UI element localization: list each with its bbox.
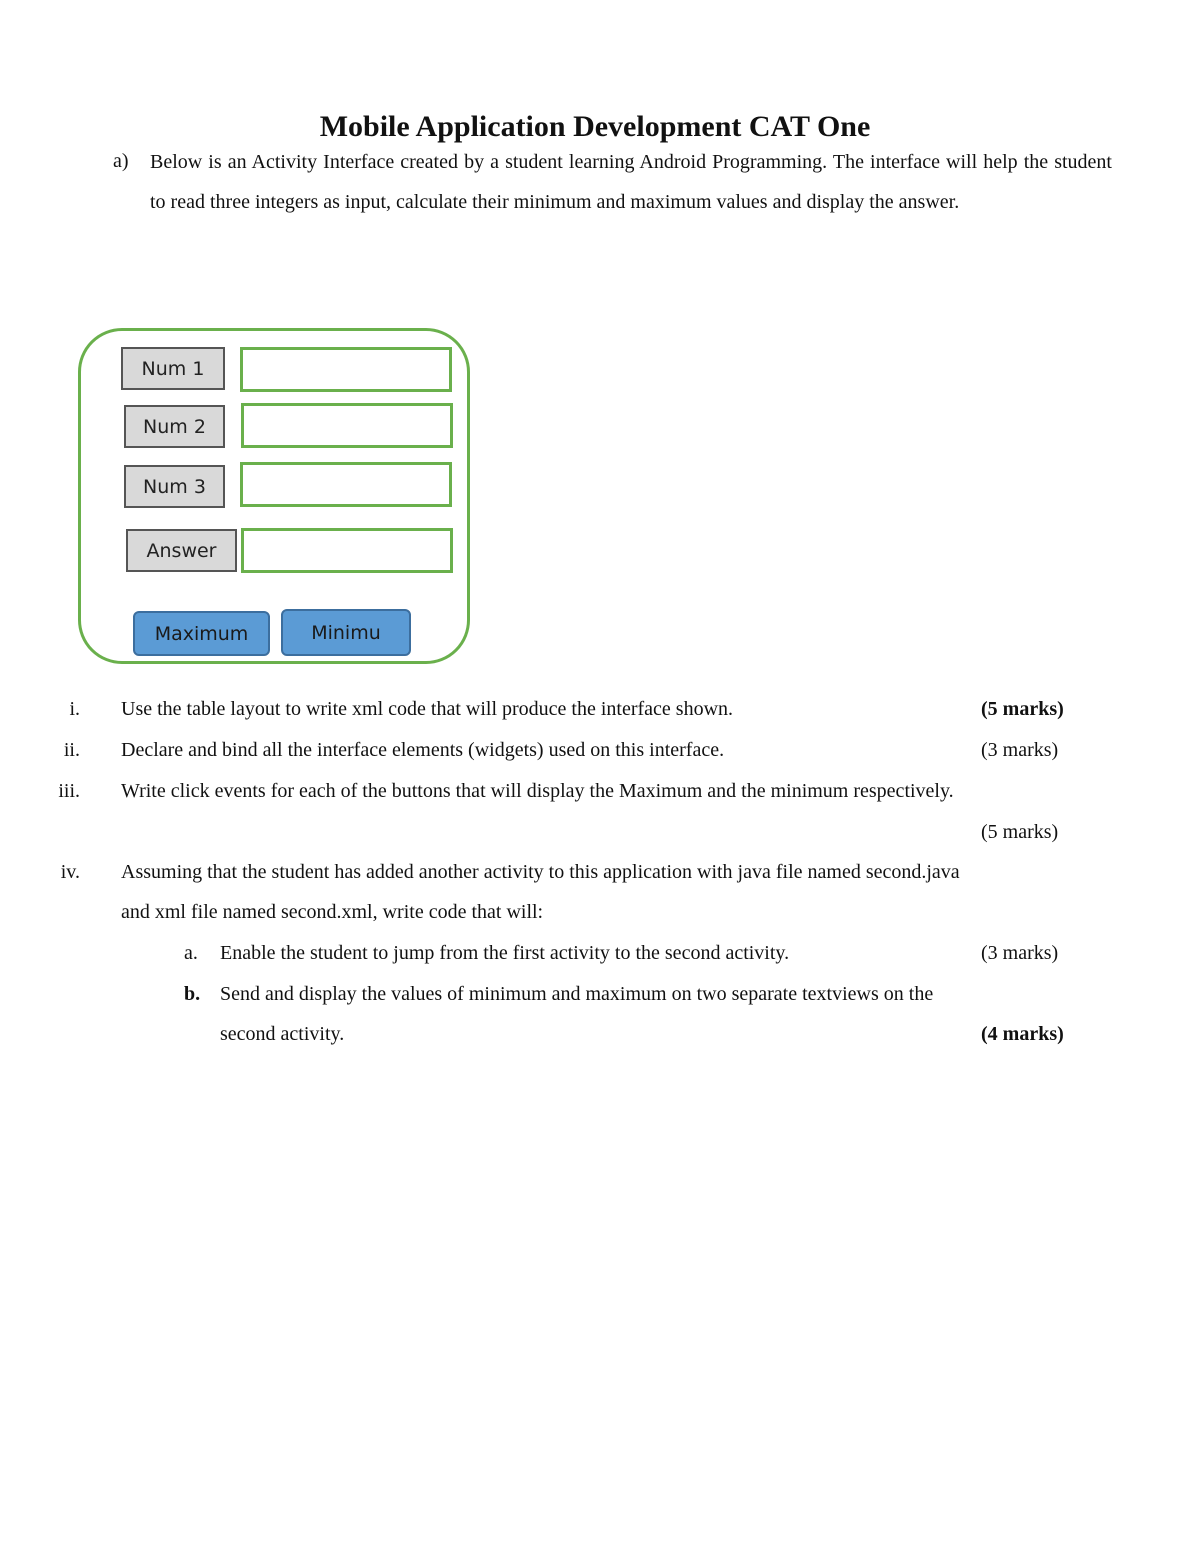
question-text: Declare and bind all the interface elements (widgets) used on this interface. <box>121 739 725 761</box>
question-number: iii. <box>58 780 80 802</box>
question-text: Write click events for each of the buttons that will display the Maximum and the minimum respectively. <box>121 780 954 802</box>
question-number: ii. <box>63 739 80 761</box>
label-num-1: Num 1 <box>121 347 225 390</box>
input-num-1[interactable] <box>240 347 452 392</box>
page-title: Mobile Application Development CAT One <box>319 110 871 143</box>
intro-label: a) <box>113 150 129 172</box>
question-text: Use the table layout to write xml code that will produce the interface shown. <box>121 698 734 720</box>
subquestion-text: Send and display the values of minimum and maximum on two separate textviews on the <box>220 983 934 1005</box>
intro-text: Below is an Activity Interface created by a student learning Android Programming. The interface will help the student to read three integers as input, calculate their minimum and maximum values and display the answer. <box>150 151 1112 213</box>
subquestion-label: b. <box>184 983 201 1005</box>
subquestion-text: Enable the student to jump from the first activity to the second activity. <box>220 942 790 964</box>
maximum-button[interactable]: Maximum <box>133 611 270 656</box>
question-marks: (5 marks) <box>981 698 1064 720</box>
question-number: iv. <box>60 861 80 883</box>
subquestion-text-continued: second activity. <box>220 1023 345 1045</box>
subquestion-marks: (3 marks) <box>981 942 1059 964</box>
label-answer: Answer <box>126 529 237 572</box>
input-num-2[interactable] <box>241 403 453 448</box>
question-number: i. <box>69 698 80 720</box>
output-answer <box>241 528 453 573</box>
minimum-button[interactable]: Minimu <box>281 609 411 656</box>
question-marks: (5 marks) <box>981 821 1059 843</box>
question-text: Assuming that the student has added another activity to this application with java file named second.java <box>121 861 960 883</box>
question-marks: (3 marks) <box>981 739 1059 761</box>
subquestion-label: a. <box>184 942 198 964</box>
label-num-2: Num 2 <box>124 405 225 448</box>
label-num-3: Num 3 <box>124 465 225 508</box>
input-num-3[interactable] <box>240 462 452 507</box>
question-text-continued: and xml file named second.xml, write code that will: <box>121 901 544 923</box>
subquestion-marks: (4 marks) <box>981 1023 1064 1045</box>
